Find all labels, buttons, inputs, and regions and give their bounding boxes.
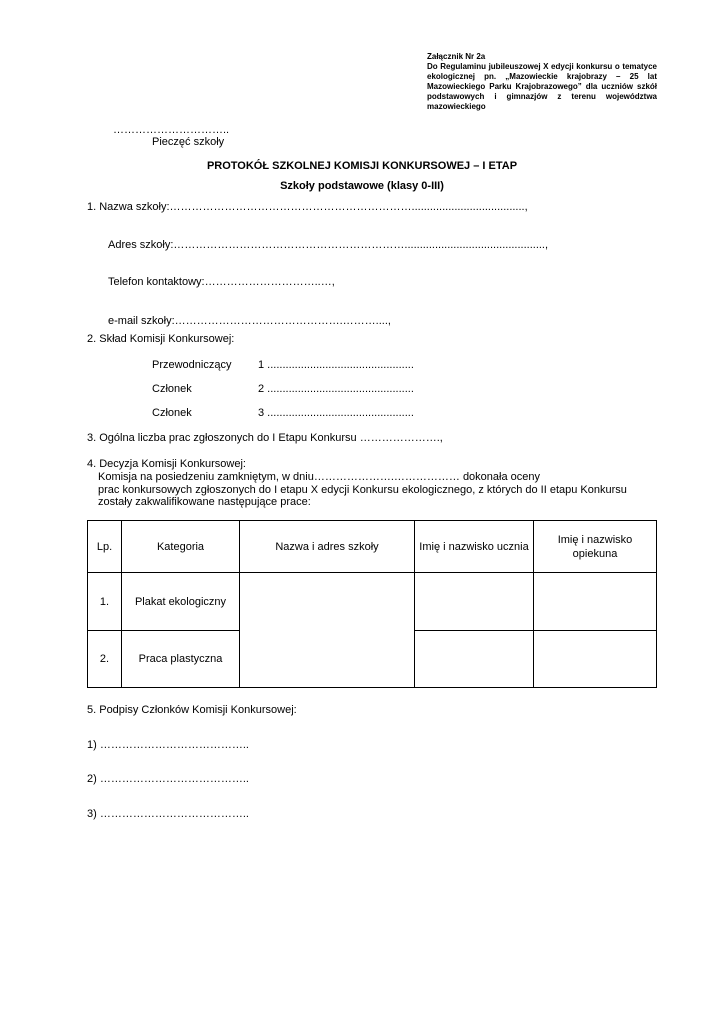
results-table <box>87 520 657 688</box>
stamp-dots: ………………………….. <box>113 124 230 136</box>
signature-line-1[interactable]: 1) ………………………………….. <box>87 739 249 751</box>
school-email-field[interactable]: e-mail szkoły:……………………………………….………...., <box>108 315 391 327</box>
annex-text: Do Regulaminu jubileuszowej X edycji konkursu o tematyce ekologicznej pn. „Mazowieckie krajobrazy – 25 lat Mazowieckiego Parku Krajobrazowego” dla uczniów szkół podstawowych i gimnazjów z terenu województwa mazowieckiego <box>427 62 657 111</box>
signature-line-2[interactable]: 2) ………………………………….. <box>87 773 249 785</box>
signature-line-3[interactable]: 3) ………………………………….. <box>87 808 249 820</box>
student-cell[interactable] <box>415 631 534 688</box>
decision-line-3: zostały zakwalifikowane następujące prace: <box>98 496 311 508</box>
document-subtitle: Szkoły podstawowe (klasy 0-III) <box>280 180 444 192</box>
header-student: Imię i nazwisko ucznia <box>415 521 534 573</box>
decision-line-1: Komisja na posiedzeniu zamkniętym, w dniu………………….……………… dokonała oceny <box>98 471 540 483</box>
submissions-count-field[interactable]: 3. Ogólna liczba prac zgłoszonych do I Etapu Konkursu …………………., <box>87 432 443 444</box>
annex-title: Załącznik Nr 2a <box>427 52 486 61</box>
stamp-label: Pieczęć szkoły <box>152 136 225 148</box>
header-category: Kategoria <box>122 521 240 573</box>
school-cell[interactable] <box>240 573 415 688</box>
school-address-field[interactable]: Adres szkoły:……………………………………………………….............................................., <box>108 239 549 251</box>
table-header-row <box>88 521 657 573</box>
member-line-2[interactable]: 2 ................................................ <box>258 383 414 395</box>
school-phone-field[interactable]: Telefon kontaktowy:…………………………..…, <box>108 276 335 288</box>
supervisor-cell[interactable] <box>534 573 657 631</box>
decision-line-2: prac konkursowych zgłoszonych do I etapu X edycji Konkursu ekologicznego, z których do II etapu Konkursu <box>98 484 627 496</box>
row-category: Plakat ekologiczny <box>122 573 240 631</box>
annex-note <box>427 52 657 112</box>
member-role-chair: Przewodniczący <box>152 359 232 371</box>
member-role-3: Członek <box>152 407 192 419</box>
row-lp: 2. <box>88 631 122 688</box>
document-title: PROTOKÓŁ SZKOLNEJ KOMISJI KONKURSOWEJ – I ETAP <box>206 160 518 172</box>
header-lp: Lp. <box>88 521 122 573</box>
school-name-field[interactable]: 1. Nazwa szkoły:…………………………………………………………....................................., <box>87 201 528 213</box>
member-line-3[interactable]: 3 ................................................ <box>258 407 414 419</box>
decision-title: 4. Decyzja Komisji Konkursowej: <box>87 458 246 470</box>
row-category: Praca plastyczna <box>122 631 240 688</box>
member-role-2: Członek <box>152 383 192 395</box>
signatures-title: 5. Podpisy Członków Komisji Konkursowej: <box>87 704 297 716</box>
table-row <box>88 573 657 631</box>
header-school: Nazwa i adres szkoły <box>240 521 415 573</box>
row-lp: 1. <box>88 573 122 631</box>
supervisor-cell[interactable] <box>534 631 657 688</box>
student-cell[interactable] <box>415 573 534 631</box>
header-supervisor: Imię i nazwisko opiekuna <box>534 521 657 573</box>
committee-title: 2. Skład Komisji Konkursowej: <box>87 333 235 345</box>
member-line-1[interactable]: 1 ................................................ <box>258 359 414 371</box>
